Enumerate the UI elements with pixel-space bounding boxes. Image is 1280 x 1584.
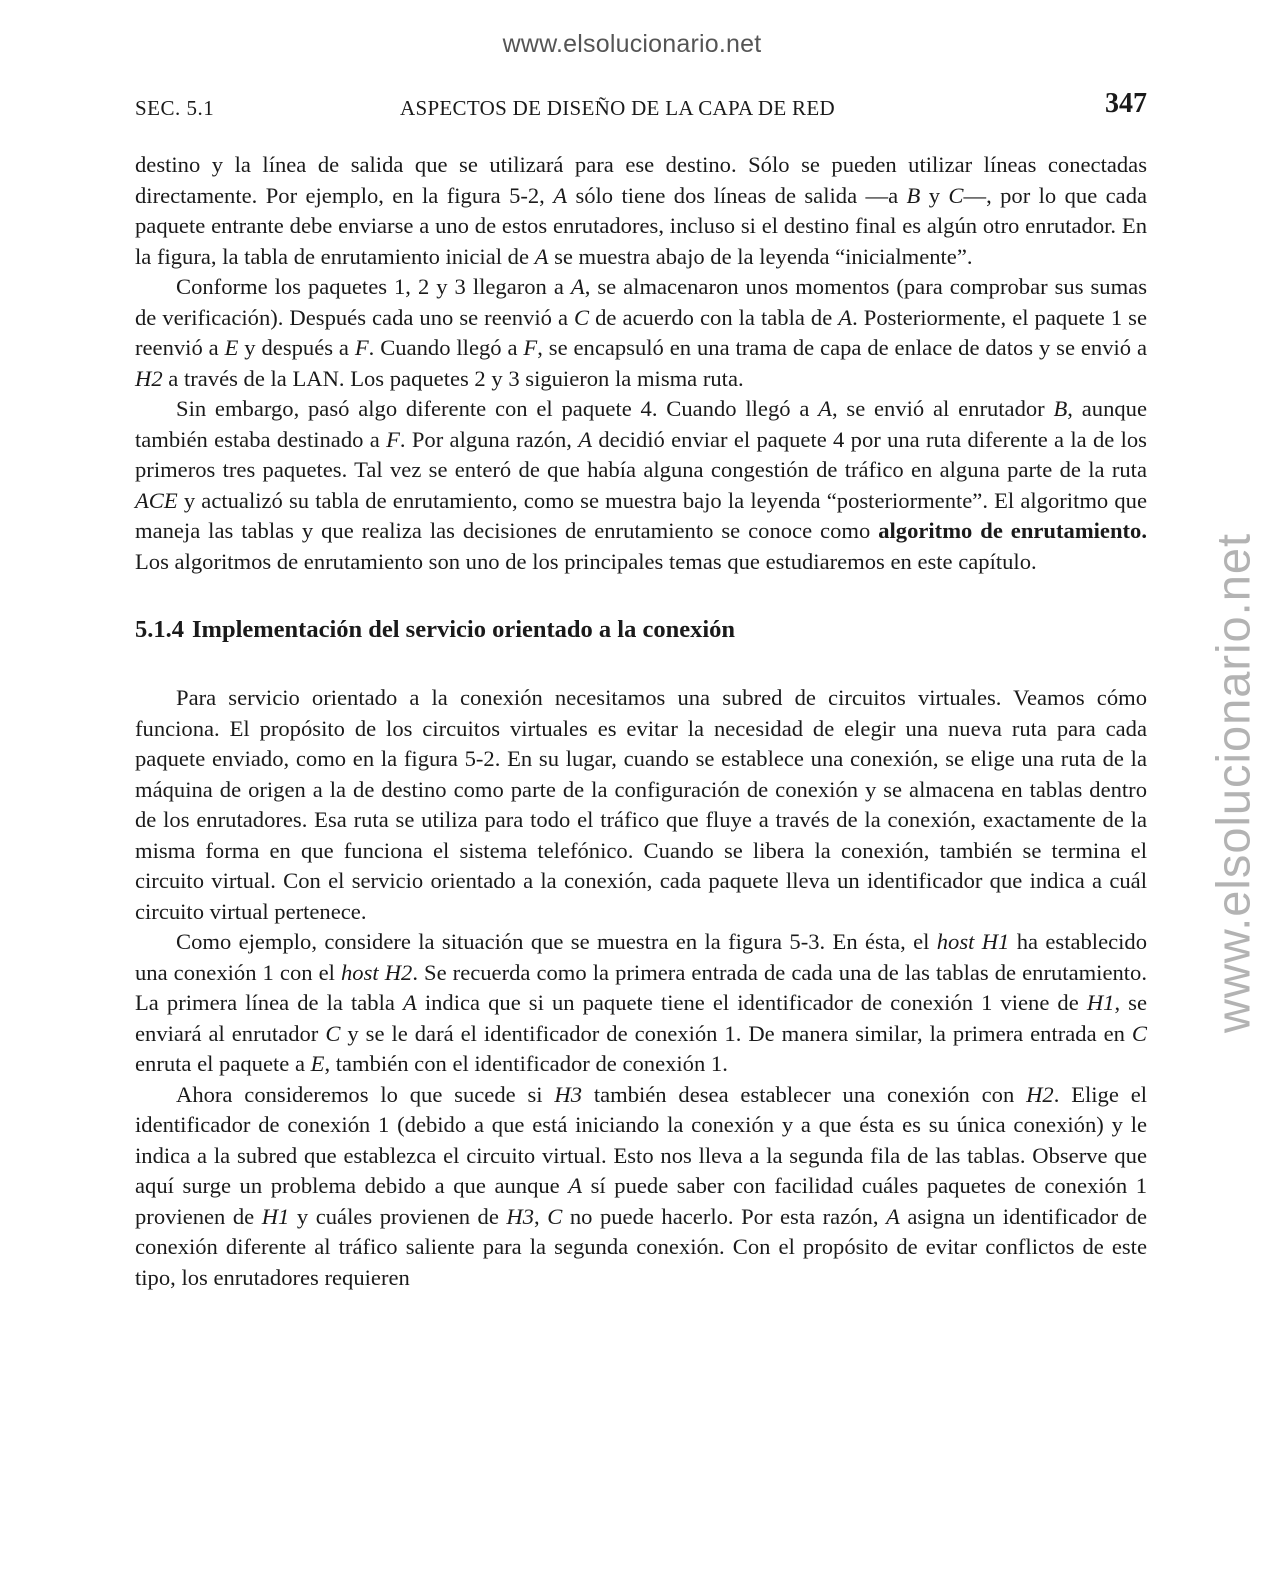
page-body — [135, 150, 1147, 1293]
watermark-top: www.elsolucionario.net — [502, 30, 762, 58]
running-head — [135, 88, 1147, 124]
section-label: SEC. 5.1 — [135, 96, 215, 120]
paragraph-1: destino y la línea de salida que se utilizará para ese destino. Sólo se pueden utilizar líneas conectadas directamente. Por ejemplo, en la figura 5-2, A sólo tiene dos líneas de salida —a B y C—, por lo que cada paquete entrante debe enviarse a uno de estos enrutadores, incluso si el destino final es algún otro enrutador. En la figura, la tabla de enrutamiento inicial de A se muestra abajo de la leyenda “inicialmente”. — [135, 152, 1148, 269]
paragraph-3: Sin embargo, pasó algo diferente con el paquete 4. Cuando llegó a A, se envió al enrutador B, aunque también estaba destinado a F. Por alguna razón, A decidió enviar el paquete 4 por una ruta diferente a la de los primeros tres paquetes. Tal vez se enteró de que había alguna congestión de tráfico en alguna parte de la ruta ACE y actualizó su tabla de enrutamiento, como se muestra bajo la leyenda “posteriormente”. El algoritmo que maneja las tablas y que realiza las decisiones de enrutamiento se conoce como algoritmo de enrutamiento. Los algoritmos de enrutamiento son uno de los principales temas que estudiaremos en este capítulo. — [135, 396, 1147, 574]
section-heading — [135, 615, 1147, 645]
paragraph-2: Conforme los paquetes 1, 2 y 3 llegaron a A, se almacenaron unos momentos (para comprobar sus sumas de verificación). Después cada uno se reenvió a C de acuerdo con la tabla de A. Posteriormente, el paquete 1 se reenvió a E y después a F. Cuando llegó a F, se encapsuló en una trama de capa de enlace de datos y se envió a H2 a través de la LAN. Los paquetes 2 y 3 siguieron la misma ruta. — [135, 274, 1148, 391]
section-number: 5.1.4 — [135, 616, 184, 643]
key-term: algoritmo de enrutamiento. — [878, 518, 1147, 543]
page-number: 347 — [1105, 88, 1147, 119]
watermark-side: www.elsolucionario.net — [1206, 532, 1260, 1034]
section-title: Implementación del servicio orientado a la conexión — [192, 616, 736, 643]
paragraph-4: Para servicio orientado a la conexión necesitamos una subred de circuitos virtuales. Veamos cómo funciona. El propósito de los circuitos virtuales es evitar la necesidad de elegir una nueva ruta para cada paquete enviado, como en la figura 5-2. En su lugar, cuando se establece una conexión, se elige una ruta de la máquina de origen a la de destino como parte de la configuración de conexión y se almacena en tablas dentro de los enrutadores. Esa ruta se utiliza para todo el tráfico que fluye a través de la conexión, exactamente de la misma forma en que funciona el sistema telefónico. Cuando se libera la conexión, también se termina el circuito virtual. Con el servicio orientado a la conexión, cada paquete lleva un identificador que indica a cuál circuito virtual pertenece. — [135, 685, 1147, 924]
chapter-title: ASPECTOS DE DISEÑO DE LA CAPA DE RED — [400, 96, 835, 120]
paragraph-5: Como ejemplo, considere la situación que se muestra en la figura 5-3. En ésta, el host H1 ha establecido una conexión 1 con el host H2. Se recuerda como la primera entrada de cada una de las tablas de enrutamiento. La primera línea de la tabla A indica que si un paquete tiene el identificador de conexión 1 viene de H1, se enviará al enrutador C y se le dará el identificador de conexión 1. De manera similar, la primera entrada en C enruta el paquete a E, también con el identificador de conexión 1. — [135, 929, 1147, 1076]
paragraph-6: Ahora consideremos lo que sucede si H3 también desea establecer una conexión con H2. Elige el identificador de conexión 1 (debido a que está iniciando la conexión y a que ésta es su única conexión) y le indica a la subred que establezca el circuito virtual. Esto nos lleva a la segunda fila de las tablas. Observe que aquí surge un problema debido a que aunque A sí puede saber con facilidad cuáles paquetes de conexión 1 provienen de H1 y cuáles provienen de H3, C no puede hacerlo. Por esta razón, A asigna un identificador de conexión diferente al tráfico saliente para la segunda conexión. Con el propósito de evitar conflictos de este tipo, los enrutadores requieren — [135, 1081, 1148, 1290]
